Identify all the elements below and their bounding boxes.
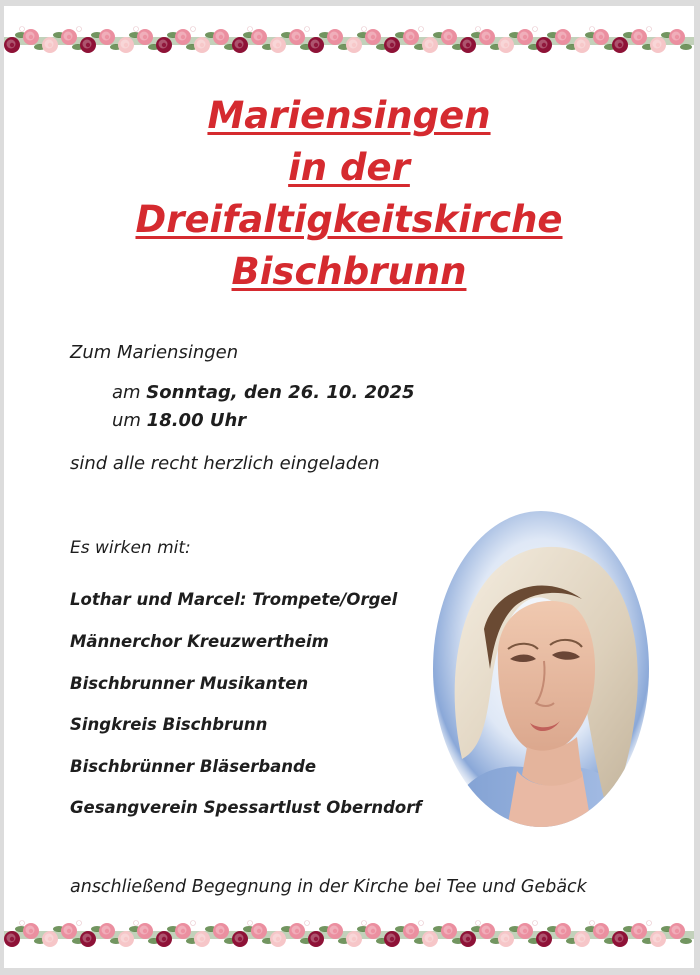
rose-border-bottom-icon [4, 918, 694, 952]
date-line [112, 382, 415, 403]
title-line-2: in der [288, 146, 410, 189]
participants-heading: Es wirken mit: [70, 538, 191, 558]
closing-text: anschließend Begegnung in der Kirche bei Tee und Gebäck [70, 877, 587, 897]
participant-item: Gesangverein Spessartlust Oberndorf [70, 798, 422, 817]
time-line [112, 410, 246, 431]
participant-item: Lothar und Marcel: Trompete/Orgel [70, 590, 398, 609]
intro-text: Zum Mariensingen [70, 342, 239, 363]
invitation-text: sind alle recht herzlich eingeladen [70, 453, 380, 474]
time-prefix: um [112, 410, 147, 431]
participant-item: Männerchor Kreuzwertheim [70, 632, 329, 651]
event-date: Sonntag, den 26. 10. 2025 [146, 382, 415, 403]
flyer-page [4, 6, 694, 968]
title-line-3: Dreifaltigkeitskirche [135, 198, 563, 241]
event-title [4, 90, 694, 298]
date-prefix: am [112, 382, 147, 403]
title-line-4: Bischbrunn [231, 250, 467, 293]
participant-item: Bischbrünner Bläserbande [70, 757, 317, 776]
participant-item: Bischbrunner Musikanten [70, 674, 309, 693]
madonna-portrait-image [432, 509, 650, 829]
event-time: 18.00 Uhr [146, 410, 247, 431]
title-line-1: Mariensingen [207, 94, 491, 137]
rose-border-top-icon [4, 24, 694, 58]
participant-item: Singkreis Bischbrunn [70, 715, 268, 734]
